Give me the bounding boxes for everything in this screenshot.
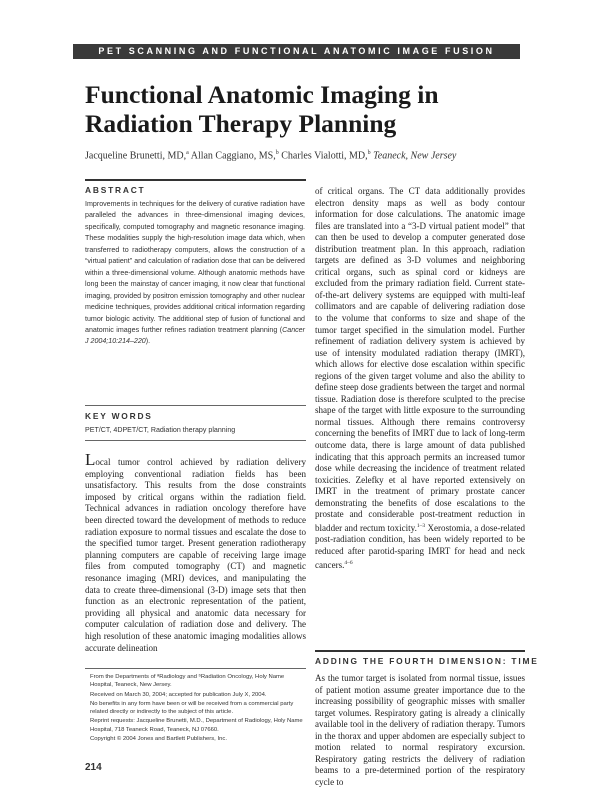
footnote-conflict: No benefits in any form have been or will be received from a commercial party related directly or indirectly to the subject of this article. xyxy=(90,700,294,715)
keywords-bottom-rule xyxy=(85,440,306,441)
footnote-received: Received on March 30, 2004; accepted for publication July X, 2004. xyxy=(90,691,267,698)
author-affiliation-mark: b xyxy=(367,150,371,156)
abstract-citation: Cancer J 2004;10:214–220 xyxy=(85,325,305,346)
author-name: Jacqueline Brunetti, MD, xyxy=(85,150,187,162)
abstract-heading: ABSTRACT xyxy=(85,185,146,195)
abstract-text xyxy=(85,199,305,348)
author-affiliation-mark: a xyxy=(186,150,189,156)
author-name: Allan Caggiano, MS, xyxy=(190,150,276,162)
author-line xyxy=(85,150,525,161)
author-location: Teaneck, New Jersey xyxy=(373,150,457,162)
body-text: Xerostomia, a dose-related post-radiation condition, has been widely reported to be reduced after parotid-sparing IMRT for head and neck cancers. xyxy=(315,522,525,570)
keywords-heading: KEY WORDS xyxy=(85,411,153,421)
abstract-body: Improvements in techniques for the delivery of curative radiation have paralleled the advances in three-dimensional imaging devices, specifically, computed tomography and magnetic resonance imaging. These modalities supply the high-resolution image data which, when transferred to radiotherapy computers, allows the construction of a “virtual patient” and calculation of radiation dose that can be delivered within a three-dimensional volume. Although anatomic methods have long been the mainstay of cancer imaging, it now clear that functional imaging, provided by positron emission tomography and other nuclear medicine techniques, provides additional critical information regarding tumor biologic activity. The additional step of fusion of functional and anatomic images further refines radiation treatment planning ( xyxy=(85,200,305,334)
author-affiliation-mark: b xyxy=(275,150,279,156)
keywords-top-rule xyxy=(85,405,306,406)
body-text: of critical organs. The CT data additionally provides electron density maps as well as body contour information for dose calculations. The anatomic image files are translated into a “3-D virtual patient model” that can then be used to develop a computer generated dose distribution treatment plan. In this approach, radiation targets are defined as 3-D volumes and neighboring critical organs, such as spinal cord or kidneys are excluded from the primary radiation field. Current state-of-the-art delivery systems are equipped with multi-leaf collimators and are capable of delivering radiation dose to the volume that conforms to size and shape of the tumor target specified in the simulation model. Further refinement of radiation delivery system is achieved by use of intensity modulated radiation therapy (IMRT), which allows for elective dose escalation within specific regions of the given target volume and also the ability to define steep dose gradients between the target and normal tissue. Radiation dose is therefore sculpted to the precise shape of the target with little exposure to the surrounding normal tissues. Although there remains controversy concerning the benefits of IMRT due to lack of long-term outcome data, there is large amount of data published indicating that this approach permits an increased tumor dose while decreasing the incidence of treatment related toxicities. Zelefky et al have reported extensively on IMRT in the treatment of primary prostate cancer demonstrating the benefits of dose escalations to the prostate and considerable post-treatment reduction in bladder and rectum toxicity. xyxy=(315,186,525,533)
drop-cap: L xyxy=(85,450,96,469)
abstract-citation-close: ). xyxy=(145,337,151,346)
reference-superscript: 4–6 xyxy=(344,559,353,566)
section-top-rule xyxy=(315,650,525,652)
running-header-banner: PET SCANNING AND FUNCTIONAL ANATOMIC IMAGE FUSION xyxy=(73,44,520,59)
footnote-affiliation: From the Departments of ªRadiology and ᵇRadiation Oncology, Holy Name Hospital, Teaneck, New Jersey. xyxy=(90,674,285,689)
section-heading: ADDING THE FOURTH DIMENSION: TIME xyxy=(315,656,539,666)
footnote-rule xyxy=(85,668,306,669)
keywords-text: PET/CT, 4DPET/CT, Radiation therapy planning xyxy=(85,426,236,434)
reference-superscript: 1–3 xyxy=(416,522,426,529)
intro-paragraph xyxy=(85,450,306,654)
article-title: Functional Anatomic Imaging in Radiation Therapy Planning xyxy=(85,80,439,138)
page-number: 214 xyxy=(85,762,102,773)
author-name: Charles Vialotti, MD, xyxy=(281,150,368,162)
abstract-top-rule xyxy=(85,179,306,181)
section-paragraph: As the tumor target is isolated from normal tissue, issues of patient motion assume greater importance due to the increasing possibility of geographic misses with smaller target volumes. Respiratory gating is already a clinically available tool in the delivery of radiation therapy. Tumors in the thorax and upper abdomen are especially subject to motion related to normal respiratory excursion. Respiratory gating restricts the delivery of radiation beams to a pre-determined portion of the respiratory cycle to xyxy=(315,673,525,787)
right-column-paragraph xyxy=(315,186,525,571)
footnote-copyright: Copyright © 2004 Jones and Bartlett Publishers, Inc. xyxy=(90,735,227,742)
intro-text: ocal tumor control achieved by radiation delivery employing conventional radiation fields has been unsatisfactory. This results from the dose constraints imposed by critical organs within the radiation field. Technical advances in radiation oncology therefore have been directed toward the development of methods to reduce radiation exposure to normal tissues and escalate the dose to the specified tumor target. Present generation radiotherapy planning computers are capable of receiving large image files from computed tomography (CT) and magnetic resonance imaging (MRI) devices, and manipulating the data to create three-dimensional (3-D) image sets that then function as an electronic representation of the patient, providing all physical and anatomic data necessary for computer calculation of radiation dose and delivery. The high resolution of these anatomic imaging modalities allows accurate delineation xyxy=(85,457,306,653)
footnote-reprints: Reprint requests: Jacqueline Brunetti, M.D., Department of Radiology, Holy Name Hospital, 718 Teaneck Road, Teaneck, NJ 07660. xyxy=(90,718,303,733)
footnotes xyxy=(90,673,305,744)
